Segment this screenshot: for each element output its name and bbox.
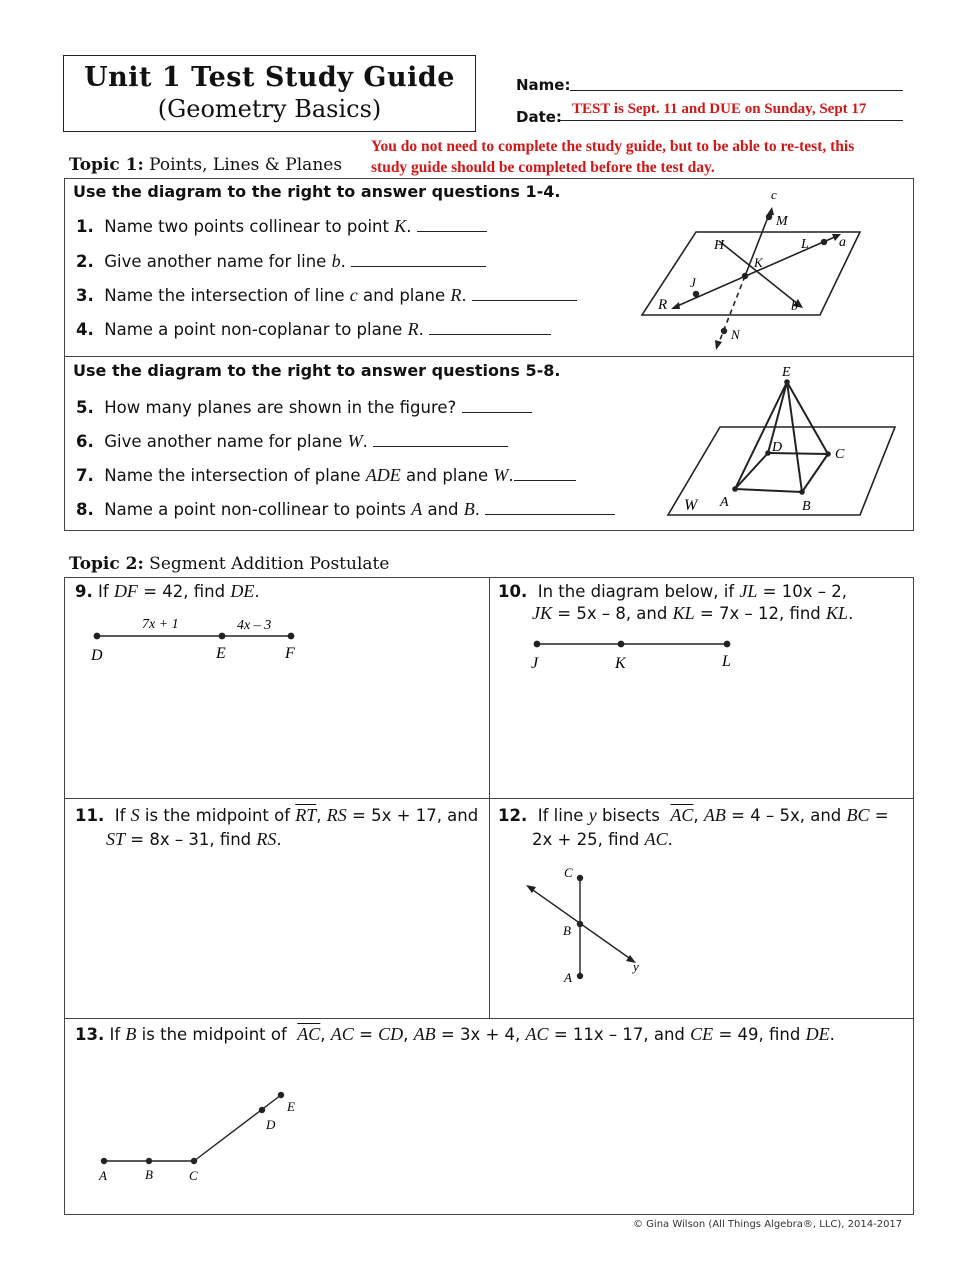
label-j: J	[531, 655, 539, 672]
label-d: D	[91, 647, 103, 664]
point-l	[821, 239, 827, 245]
label-c: c	[771, 187, 777, 202]
point-c	[825, 451, 831, 457]
question-1: 1. Name two points collinear to point K.	[76, 216, 487, 237]
answer-5-field[interactable]	[462, 398, 532, 413]
label-l: L	[722, 653, 731, 670]
instruction-note-2: study guide should be completed before the test day.	[371, 159, 715, 176]
label-d: D	[266, 1117, 276, 1132]
answer-2-field[interactable]	[351, 252, 486, 267]
answer-7-field[interactable]	[514, 466, 576, 481]
point-l	[724, 641, 731, 648]
label-n: N	[731, 327, 740, 342]
question-9: 9. If DF = 42, find DE.	[75, 581, 260, 601]
part2-heading: Use the diagram to the right to answer questions 5-8.	[73, 361, 561, 380]
label-w: W	[684, 497, 698, 514]
edge-bc	[802, 454, 828, 492]
topic2-heading	[69, 554, 389, 574]
topic1-heading	[69, 155, 342, 175]
segment-abcde-diagram	[90, 1085, 320, 1195]
label-b: b	[791, 299, 798, 314]
answer-1-field[interactable]	[417, 217, 487, 232]
label-e: E	[216, 645, 226, 662]
segment-def-diagram	[85, 610, 315, 670]
label-a: A	[99, 1168, 107, 1183]
topic1-divider	[64, 356, 914, 357]
label-d: D	[772, 440, 783, 455]
edge-ea	[735, 382, 787, 489]
topic2-hdivider-1	[64, 798, 914, 799]
label-h: H	[714, 238, 725, 253]
label-4x-minus-3: 4x – 3	[237, 618, 272, 633]
line-b	[719, 241, 799, 305]
label-7x-plus-1: 7x + 1	[142, 617, 179, 632]
question-12: 12. If line y bisects $\overline{AC}$, AB = 4 – 5x, and BC =	[498, 805, 889, 825]
answer-4-field[interactable]	[429, 320, 551, 335]
name-field[interactable]	[570, 90, 903, 91]
point-n	[721, 328, 727, 334]
point-f	[288, 633, 295, 640]
question-6: 6. Give another name for plane W.	[76, 431, 508, 452]
question-10: 10. In the diagram below, if JL = 10x – 2,	[498, 581, 847, 601]
point-e	[219, 633, 226, 640]
date-note: TEST is Sept. 11 and DUE on Sunday, Sept 17	[572, 101, 867, 117]
arrow-a-left	[671, 302, 680, 309]
label-b: B	[802, 499, 811, 514]
label-y: y	[633, 959, 639, 974]
pyramid-diagram	[660, 360, 900, 520]
topic2-name: Segment Addition Postulate	[149, 554, 390, 574]
edge-ec	[787, 382, 828, 454]
label-j: J	[690, 275, 696, 290]
question-3: 3. Name the intersection of line c and plane R.	[76, 285, 577, 306]
label-a: a	[839, 235, 846, 250]
point-d	[94, 633, 101, 640]
question-10-line2: JK = 5x – 8, and KL = 7x – 12, find KL.	[532, 603, 854, 623]
question-8: 8. Name a point non-collinear to points A and B.	[76, 499, 615, 520]
label-e: E	[782, 365, 791, 380]
instruction-note-1: You do not need to complete the study guide, but to be able to re-test, this	[371, 138, 855, 155]
label-b: B	[145, 1167, 153, 1182]
topic2-label: Topic 2:	[69, 554, 144, 574]
date-label: Date:	[516, 108, 562, 126]
point-d	[259, 1107, 265, 1113]
question-2: 2. Give another name for line b.	[76, 251, 486, 272]
point-d	[765, 450, 771, 456]
point-b	[577, 921, 583, 927]
date-field[interactable]	[560, 120, 903, 121]
edge-ad	[735, 453, 768, 489]
segment-jkl-diagram	[525, 630, 745, 680]
label-f: F	[285, 645, 295, 662]
page-title: Unit 1 Test Study Guide	[84, 62, 455, 93]
label-a: A	[564, 970, 572, 985]
topic1-name: Points, Lines & Planes	[149, 155, 343, 175]
name-label: Name:	[516, 76, 571, 94]
label-c: C	[564, 865, 573, 880]
label-r: R	[658, 297, 668, 313]
label-l: L	[801, 237, 809, 252]
point-m	[766, 214, 772, 220]
answer-8-field[interactable]	[485, 500, 615, 515]
label-a: A	[720, 495, 729, 510]
point-k	[742, 273, 748, 279]
label-c: C	[189, 1168, 198, 1183]
question-11-line2: ST = 8x – 31, find RS.	[106, 829, 282, 849]
question-11: 11. If S is the midpoint of $\overline{RT}$, RS = 5x + 17, and	[75, 805, 479, 825]
point-a	[577, 973, 583, 979]
page-subtitle: (Geometry Basics)	[157, 95, 382, 123]
point-j	[693, 291, 699, 297]
edge-ab	[735, 489, 802, 492]
title-box	[63, 55, 476, 132]
label-e: E	[287, 1099, 295, 1114]
question-12-line2: 2x + 25, find AC.	[532, 829, 673, 849]
arrow-c-bottom	[715, 340, 722, 350]
question-7: 7. Name the intersection of plane ADE and plane W.	[76, 465, 576, 486]
point-a	[101, 1158, 107, 1164]
label-b: B	[563, 923, 571, 938]
point-a	[732, 486, 738, 492]
plane-diagram-1	[635, 185, 875, 353]
point-c	[191, 1158, 197, 1164]
answer-3-field[interactable]	[472, 286, 577, 301]
part1-heading: Use the diagram to the right to answer questions 1-4.	[73, 182, 561, 201]
question-4: 4. Name a point non-coplanar to plane R.	[76, 319, 551, 340]
point-c	[577, 875, 583, 881]
question-5: 5. How many planes are shown in the figure?	[76, 398, 532, 417]
question-13: 13. If B is the midpoint of $\overline{AC}$, AC = CD, AB = 3x + 4, AC = 11x – 17, and CE = 49, find DE.	[75, 1024, 835, 1044]
point-e	[278, 1092, 284, 1098]
answer-6-field[interactable]	[373, 432, 508, 447]
point-k	[618, 641, 625, 648]
point-b	[146, 1158, 152, 1164]
point-e	[784, 379, 790, 385]
edge-eb	[787, 382, 802, 492]
label-c: C	[835, 447, 845, 462]
copyright-footer: © Gina Wilson (All Things Algebra®, LLC), 2014-2017	[633, 1219, 903, 1230]
point-j	[534, 641, 541, 648]
bisector-diagram	[520, 860, 660, 990]
label-k: K	[615, 655, 626, 672]
label-k: K	[754, 255, 763, 270]
point-b	[799, 489, 805, 495]
topic1-label: Topic 1:	[69, 155, 144, 175]
label-m: M	[776, 214, 788, 229]
topic2-hdivider-2	[64, 1018, 914, 1019]
